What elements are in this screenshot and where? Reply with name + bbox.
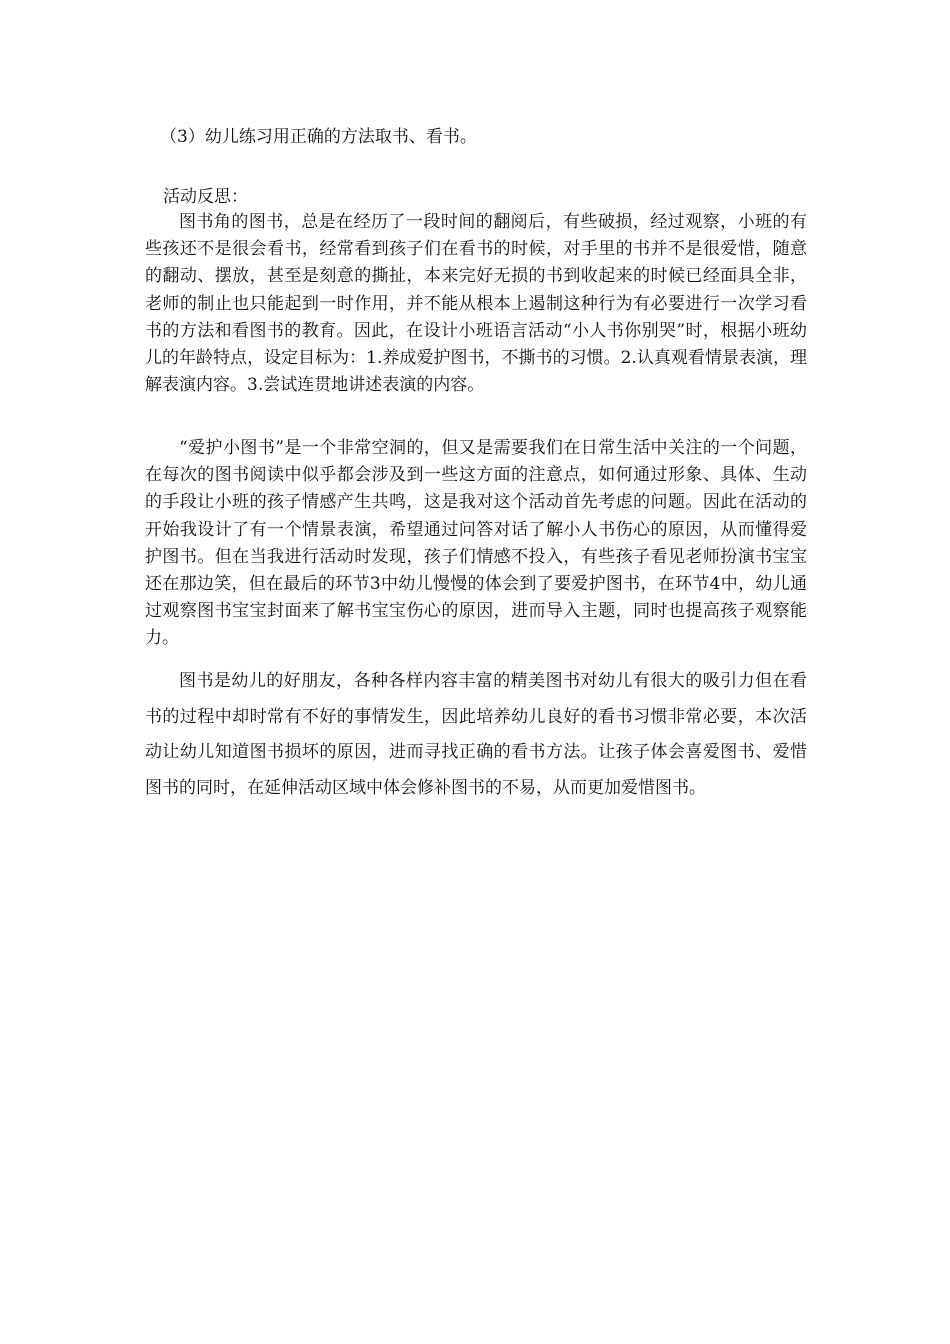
reflection-heading: 活动反思： — [163, 187, 248, 207]
reflection-paragraph-2: “爱护小图书”是一个非常空洞的，但又是需要我们在日常生活中关注的一个问题，在每次的图书阅读中似乎都会涉及到一些这方面的注意点，如何通过形象、具体、生动的手段让小班的孩子情感产生共鸣，这是我对这个活动首先考虑的问题。因此在活动的开始我设计了有一个情景表演，希望通过问答对话了解小人书伤心的原因，从而懂得爱护图书。但在当我进行活动时发现，孩子们情感不投入，有些孩子看见老师扮演书宝宝还在那边笑，但在最后的环节3中幼儿慢慢的体会到了要爱护图书，在环节4中，幼儿通过观察图书宝宝封面来了解书宝宝伤心的原因，进而导入主题，同时也提高孩子观察能力。 — [145, 438, 807, 649]
reflection-paragraph-1: 图书角的图书，总是在经历了一段时间的翻阅后，有些破损，经过观察，小班的有些孩还不是很会看书，经常看到孩子们在看书的时候，对手里的书并不是很爱惜，随意的翻动、摆放，甚至是刻意的撕扯，本来完好无损的书到收起来的时候已经面具全非，老师的制止也只能起到一时作用，并不能从根本上遏制这种行为有必要进行一次学习看书的方法和看图书的教育。因此，在设计小班语言活动“小人书你别哭”时，根据小班幼儿的年龄特点，设定目标为：1.养成爱护图书，不撕书的习惯。2.认真观看情景表演，理解表演内容。3.尝试连贯地讲述表演的内容。 — [145, 212, 807, 396]
reflection-paragraph-3: 图书是幼儿的好朋友，各种各样内容丰富的精美图书对幼儿有很大的吸引力但在看书的过程中却时常有不好的事情发生，因此培养幼儿良好的看书习惯非常必要，本次活动让幼儿知道图书损坏的原因，进而寻找正确的看书方法。让孩子体会喜爱图书、爱惜图书的同时，在延伸活动区域中体会修补图书的不易，从而更加爱惜图书。 — [145, 671, 807, 798]
objective-item-3: （3）幼儿练习用正确的方法取书、看书。 — [160, 127, 477, 147]
